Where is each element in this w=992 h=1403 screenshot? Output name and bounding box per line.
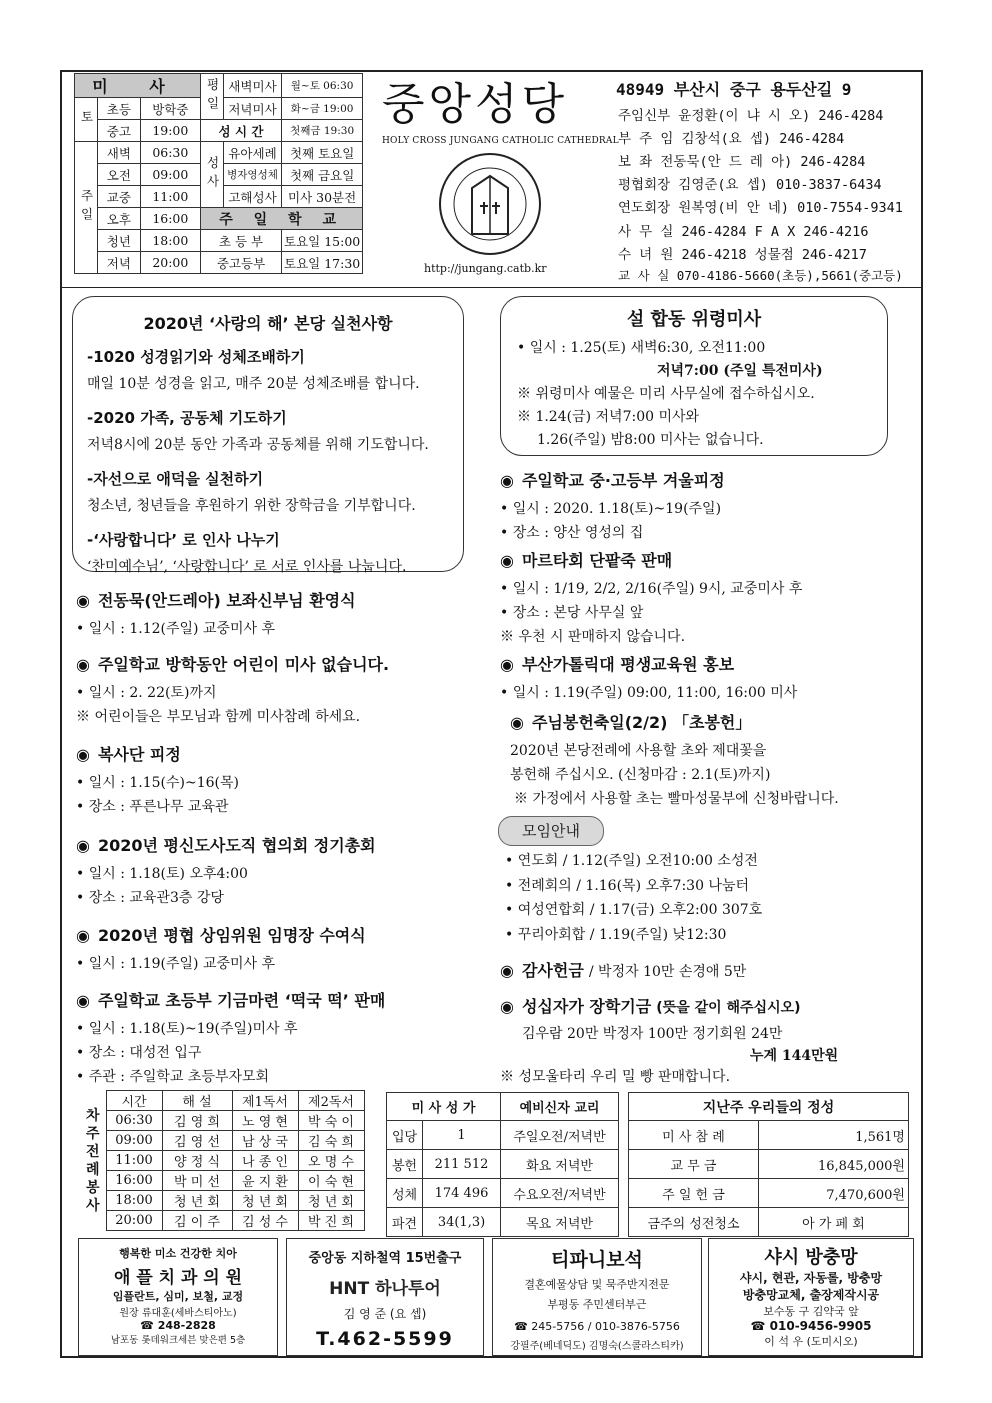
practice-item-head: -1020 성경읽기와 성체조배하기 — [87, 348, 305, 366]
confession-time: 첫째금 19:30 — [282, 120, 363, 142]
announcement-line: • 일시 : 1.18(토) 오후4:00 — [76, 866, 248, 882]
practice-item-head: -‘사랑합니다’ 로 인사 나누기 — [87, 531, 280, 549]
duty-cell: 남 상 국 — [232, 1131, 298, 1151]
header-divider — [60, 287, 923, 288]
bullet-icon: ◉ — [76, 745, 90, 764]
ad-text: 남포동 롯데워크세븐 맞은편 5층 — [110, 1335, 246, 1346]
ad-text: ☎ 245-5756 / 010-3876-5756 — [514, 1320, 680, 1333]
announcement — [76, 742, 239, 819]
announcement-title: 부산가톨릭대 평생교육원 홍보 — [521, 655, 735, 674]
announcement-line: 2020년 본당전례에 사용할 초와 제대꽃을 — [510, 743, 767, 759]
ad-jewelry — [492, 1238, 702, 1356]
ad-text: 김 영 준 (요 셉) — [343, 1307, 427, 1321]
sacrament-time: 첫째 토요일 — [282, 142, 363, 164]
church-subtitle: HOLY CROSS JUNGANG CATHOLIC CATHEDRAL — [382, 136, 619, 146]
announcement-line: ※ 가정에서 사용할 초는 빨마성물부에 신청바랍니다. — [514, 791, 839, 807]
church-address: 48949 부산시 중구 용두산길 9 — [616, 80, 852, 99]
bullet-icon: ◉ — [500, 961, 514, 980]
school-name: 중고등부 — [201, 252, 282, 274]
announcement-title: 주일학교 초등부 기금마련 ‘떡국 떡’ 판매 — [97, 991, 386, 1010]
announcement — [76, 988, 385, 1089]
announcement-line: • 일시 : 2020. 1.18(토)~19(주일) — [500, 501, 722, 517]
duty-header: 제1독서 — [232, 1091, 298, 1111]
ad-text: 티파니보석 — [551, 1249, 643, 1271]
contact-line: 교 사 실 070-4186-5660(초등),5661(중고등) — [618, 268, 903, 283]
bullet-icon: ◉ — [500, 655, 514, 674]
practice-item-body: 청소년, 청년들을 후원하기 위한 장학금을 기부합니다. — [87, 498, 416, 514]
duty-cell: 김 영 희 — [162, 1111, 232, 1131]
announcement-title: 복사단 피정 — [97, 745, 181, 764]
ad-text: 강필주(베네딕도) 김명숙(스콜라스티카) — [510, 1341, 684, 1352]
bullet-icon: ◉ — [510, 713, 524, 732]
thanks-text: / 박정자 10만 손경애 5만 — [588, 964, 747, 980]
liturgy-cell: 성체 — [387, 1179, 423, 1208]
sacrament-name: 병자영성체 — [224, 164, 282, 186]
ad-text: 원장 류대훈(세바스티아노) — [119, 1308, 237, 1319]
sacrament-name: 유아세례 — [224, 142, 282, 164]
ad-text: 중앙동 지하철역 15번출구 — [308, 1251, 462, 1266]
announcement-title: 전동묵(안드레아) 보좌신부님 환영식 — [97, 591, 356, 610]
confession-label: 성 시 간 — [201, 120, 282, 142]
duty-header: 해 설 — [162, 1091, 232, 1111]
duty-cell: 16:00 — [106, 1171, 162, 1191]
sunday-time: 06:30 — [140, 142, 200, 164]
ad-text: 애 플 치 과 의 원 — [113, 1268, 243, 1288]
liturgy-cell: 1 — [423, 1121, 501, 1150]
announcement-line: • 일시 : 1/19, 2/2, 2/16(주일) 9시, 교중미사 후 — [500, 581, 803, 597]
duty-cell: 11:00 — [106, 1151, 162, 1171]
stats-table — [628, 1092, 909, 1237]
duty-table — [80, 1090, 365, 1231]
newyear-line: ※ 1.24(금) 저녁7:00 미사와 — [517, 409, 700, 425]
newyear-box — [500, 296, 888, 456]
practice-item-body: 매일 10분 성경을 읽고, 매주 20분 성체조배를 합니다. — [87, 376, 420, 392]
announcement — [500, 468, 725, 545]
scholarship-note: (뜻을 같이 해주십시오) — [656, 1000, 801, 1016]
stats-cell: 아 가 페 회 — [759, 1208, 909, 1237]
bullet-icon: ◉ — [76, 991, 90, 1010]
duty-cell: 청 년 회 — [162, 1191, 232, 1211]
newyear-title: 설 합동 위령미사 — [626, 309, 762, 330]
bullet-icon: ◉ — [76, 655, 90, 674]
meeting-line: • 연도회 / 1.12(주일) 오전10:00 소성전 — [505, 853, 758, 869]
saturday-label: 토 — [75, 98, 98, 142]
church-title: 중앙성당 — [382, 79, 569, 130]
announcement-line: • 장소 : 푸른나무 교육관 — [76, 799, 229, 815]
announcement-line: • 일시 : 1.19(주일) 09:00, 11:00, 16:00 미사 — [500, 685, 798, 701]
duty-cell: 김 숙 희 — [298, 1131, 364, 1151]
duty-cell: 이 숙 현 — [298, 1171, 364, 1191]
announcement-title: 마르타회 단팥죽 판매 — [521, 551, 673, 570]
stats-cell: 주 일 헌 금 — [629, 1179, 759, 1208]
practice-item-body: ‘찬미예수님’, ‘사랑합니다’ 로 서로 인사를 나눕니다. — [87, 559, 407, 575]
saturday-name: 중고 — [98, 120, 141, 142]
duty-cell: 청 년 회 — [232, 1191, 298, 1211]
ad-text: ☎ 010-9456-9905 — [750, 1319, 872, 1333]
sunday-label: 주일 — [75, 142, 98, 274]
mass-header: 미 사 — [75, 74, 201, 98]
church-logo-icon — [432, 150, 548, 258]
table-row — [80, 1131, 364, 1151]
staff-line: 부 주 임 김창석(요 셉) 246-4284 — [618, 131, 845, 147]
duty-cell: 박 숙 이 — [298, 1111, 364, 1131]
duty-cell: 박 미 선 — [162, 1171, 232, 1191]
sunday-name: 교중 — [98, 186, 141, 208]
sunday-time: 11:00 — [140, 186, 200, 208]
saturday-time: 방학중 — [140, 98, 200, 120]
announcement-line: • 장소 : 교육관3층 강당 — [76, 890, 224, 906]
duty-header: 제2독서 — [298, 1091, 364, 1111]
announcement-title: 주님봉헌축일(2/2) 「초봉헌」 — [531, 713, 752, 732]
scholarship-total: 누계 144만원 — [750, 1048, 839, 1064]
announcement-line: 봉헌해 주십시오. (신청마감 : 2.1(토)까지) — [510, 767, 771, 783]
sacrament-time: 첫째 금요일 — [282, 164, 363, 186]
duty-header: 시간 — [106, 1091, 162, 1111]
liturgy-cell: 목요 저녁반 — [501, 1208, 619, 1237]
sunday-time: 09:00 — [140, 164, 200, 186]
announcement-title: 2020년 평신도사도직 협의회 정기총회 — [97, 836, 376, 855]
liturgy-cell: 주일오전/저녁반 — [501, 1121, 619, 1150]
ad-text: 방충망교체, 출장제작시공 — [742, 1288, 880, 1302]
table-row — [80, 1191, 364, 1211]
weekday-time: 월~토 06:30 — [282, 74, 363, 98]
newyear-line: ※ 위령미사 예물은 미리 사무실에 접수하십시오. — [517, 386, 815, 402]
mass-schedule-table — [74, 73, 363, 274]
announcement — [510, 710, 839, 811]
stats-title: 지난주 우리들의 정성 — [629, 1093, 909, 1121]
announcement-title: 주일학교 방학동안 어린이 미사 없습니다. — [97, 655, 390, 674]
duty-cell: 나 종 인 — [232, 1151, 298, 1171]
ad-dental — [78, 1238, 278, 1356]
table-row — [387, 1150, 619, 1179]
meetings-list — [505, 849, 762, 947]
announcement-line: • 장소 : 양산 영성의 집 — [500, 525, 644, 541]
ad-text: 보수동 구 김약국 앞 — [763, 1305, 859, 1318]
ad-text: 샤시 방충망 — [764, 1247, 858, 1268]
sunday-name: 오전 — [98, 164, 141, 186]
ad-screen — [708, 1238, 914, 1356]
announcement-title: 주일학교 중·고등부 겨울피정 — [521, 471, 725, 490]
practice-box — [72, 296, 464, 575]
sunday-time: 18:00 — [140, 230, 200, 252]
duty-cell: 김 영 선 — [162, 1131, 232, 1151]
school-time: 토요일 15:00 — [282, 230, 363, 252]
meeting-line: • 여성연합회 / 1.17(금) 오후2:00 307호 — [505, 902, 763, 918]
announcement — [76, 833, 376, 910]
announcement-line: • 일시 : 2. 22(토)까지 — [76, 685, 217, 701]
duty-cell: 박 진 희 — [298, 1211, 364, 1231]
liturgy-cell: 수요오전/저녁반 — [501, 1179, 619, 1208]
announcement-line: • 일시 : 1.15(수)~16(목) — [76, 775, 239, 791]
school-time: 토요일 17:30 — [282, 252, 363, 274]
church-url: http://jungang.catb.kr — [424, 262, 547, 275]
announcement-line: • 주관 : 주일학교 초등부자모회 — [76, 1069, 270, 1085]
duty-cell: 06:30 — [106, 1111, 162, 1131]
announcement-line: ※ 우천 시 판매하지 않습니다. — [500, 629, 686, 645]
duty-cell: 윤 지 환 — [232, 1171, 298, 1191]
stats-cell: 미 사 참 례 — [629, 1121, 759, 1150]
ad-text: 부평동 주민센터부근 — [547, 1298, 647, 1311]
liturgy-header: 미 사 성 가 — [387, 1093, 501, 1121]
announcement — [76, 923, 366, 976]
table-row — [80, 1111, 364, 1131]
ad-text: 샤시, 현관, 자동롤, 방충망 — [739, 1271, 883, 1285]
table-row — [629, 1121, 909, 1150]
staff-line: 보 좌 전동묵(안 드 레 아) 246-4284 — [618, 154, 866, 170]
scholarship-section — [500, 994, 838, 1065]
newyear-line: 1.26(주일) 밤8:00 미사는 없습니다. — [537, 432, 764, 448]
sacrament-name: 고해성사 — [224, 186, 282, 208]
table-row — [629, 1150, 909, 1179]
practice-item-body: 저녁8시에 20분 동안 가족과 공동체를 위해 기도합니다. — [87, 437, 429, 453]
practice-title: 2020년 ‘사랑의 해’ 본당 실천사항 — [143, 314, 393, 333]
staff-line: 주임신부 윤정환(이 냐 시 오) 246-4284 — [618, 108, 884, 124]
sunday-name: 청년 — [98, 230, 141, 252]
sunday-name: 새벽 — [98, 142, 141, 164]
duty-side-label: 차주전례봉사 — [85, 1107, 100, 1214]
duty-cell: 오 명 수 — [298, 1151, 364, 1171]
scholarship-title: 성십자가 장학기금 — [521, 997, 652, 1016]
thanks-section — [500, 958, 746, 981]
bread-notice: ※ 성모울타리 우리 밀 빵 판매합니다. — [500, 1069, 731, 1085]
weekday-label: 평일 — [201, 74, 224, 120]
liturgy-cell: 화요 저녁반 — [501, 1150, 619, 1179]
bullet-icon: ◉ — [500, 997, 514, 1016]
table-row — [80, 1211, 364, 1231]
announcement-line: ※ 어린이들은 부모님과 함께 미사참례 하세요. — [76, 709, 361, 725]
school-name: 초 등 부 — [201, 230, 282, 252]
newyear-line: • 일시 : 1.25(토) 새벽6:30, 오전11:00 — [517, 340, 766, 356]
contact-line: 수 녀 원 246-4218 성물점 246-4217 — [618, 247, 867, 263]
table-row — [80, 1171, 364, 1191]
announcement — [500, 548, 802, 649]
sacrament-time: 미사 30분전 — [282, 186, 363, 208]
contact-line: 사 무 실 246-4284 F A X 246-4216 — [618, 224, 869, 240]
bullet-icon: ◉ — [500, 471, 514, 490]
table-row — [629, 1208, 909, 1237]
sunday-name: 저녁 — [98, 252, 141, 274]
table-row — [387, 1121, 619, 1150]
duty-cell: 노 영 현 — [232, 1111, 298, 1131]
bullet-icon: ◉ — [76, 836, 90, 855]
duty-cell: 09:00 — [106, 1131, 162, 1151]
liturgy-cell: 34(1,3) — [423, 1208, 501, 1237]
scholarship-line: 김우람 20만 박정자 100만 정기회원 24만 — [522, 1026, 783, 1042]
duty-cell: 김 이 주 — [162, 1211, 232, 1231]
table-row — [629, 1179, 909, 1208]
announcement-line: • 일시 : 1.18(토)~19(주일)미사 후 — [76, 1021, 298, 1037]
announcement-line: • 장소 : 대성전 입구 — [76, 1045, 202, 1061]
ad-text: ☎ 248-2828 — [140, 1319, 216, 1332]
ad-text: 임플란트, 심미, 보철, 교정 — [112, 1290, 244, 1303]
liturgy-cell: 211 512 — [423, 1150, 501, 1179]
practice-item-head: -2020 가족, 공동체 기도하기 — [87, 409, 287, 427]
bullet-icon: ◉ — [500, 551, 514, 570]
stats-cell: 1,561명 — [759, 1121, 909, 1150]
bullet-icon: ◉ — [76, 591, 90, 610]
weekday-name: 저녁미사 — [224, 98, 282, 120]
stats-cell: 교 무 금 — [629, 1150, 759, 1179]
meeting-line: • 꾸리아회합 / 1.19(주일) 낮12:30 — [505, 926, 727, 943]
meetings-label: 모임안내 — [498, 816, 604, 846]
announcement-line: • 일시 : 1.12(주일) 교중미사 후 — [76, 621, 276, 637]
sacrament-label: 성사 — [201, 142, 224, 208]
announcement — [76, 652, 389, 729]
table-row — [387, 1179, 619, 1208]
ad-text: T.462-5599 — [316, 1328, 454, 1350]
announcement — [76, 588, 356, 641]
stats-cell: 금주의 성전청소 — [629, 1208, 759, 1237]
weekday-name: 새벽미사 — [224, 74, 282, 98]
sunday-time: 16:00 — [140, 208, 200, 230]
liturgy-cell: 봉헌 — [387, 1150, 423, 1179]
liturgy-cell: 174 496 — [423, 1179, 501, 1208]
ad-text: 행복한 미소 건강한 치아 — [119, 1247, 237, 1260]
duty-cell: 김 성 수 — [232, 1211, 298, 1231]
stats-cell: 7,470,600원 — [759, 1179, 909, 1208]
practice-item-head: -자선으로 애덕을 실천하기 — [87, 470, 264, 488]
ad-text: 결혼예물상담 및 묵주반지전문 — [524, 1278, 670, 1291]
sunday-time: 20:00 — [140, 252, 200, 274]
duty-cell: 18:00 — [106, 1191, 162, 1211]
staff-list — [618, 104, 903, 219]
stats-cell: 16,845,000원 — [759, 1150, 909, 1179]
weekday-time: 화~금 19:00 — [282, 98, 363, 120]
sunday-name: 오후 — [98, 208, 141, 230]
liturgy-cell: 파견 — [387, 1208, 423, 1237]
table-row — [387, 1208, 619, 1237]
liturgy-cell: 입당 — [387, 1121, 423, 1150]
bullet-icon: ◉ — [76, 926, 90, 945]
duty-cell: 청 년 회 — [298, 1191, 364, 1211]
meeting-line: • 전례회의 / 1.16(목) 오후7:30 나눔터 — [505, 877, 749, 894]
ad-text: HNT 하나투어 — [329, 1279, 441, 1299]
saturday-time: 19:00 — [140, 120, 200, 142]
liturgy-table — [386, 1092, 619, 1237]
staff-line: 연도회장 원복영(비 안 네) 010-7554-9341 — [618, 200, 903, 216]
announcement — [500, 652, 797, 705]
newyear-line: 저녁7:00 (주일 특전미사) — [657, 363, 823, 379]
announcement-title: 2020년 평협 상임위원 임명장 수여식 — [97, 926, 366, 945]
liturgy-header: 예비신자 교리 — [501, 1093, 619, 1121]
staff-line: 평협회장 김영준(요 셉) 010-3837-6434 — [618, 177, 882, 193]
announcement-line: • 장소 : 본당 사무실 앞 — [500, 605, 644, 621]
contact-list — [618, 220, 903, 289]
announcement-line: • 일시 : 1.19(주일) 교중미사 후 — [76, 956, 276, 972]
school-header: 주 일 학 교 — [201, 208, 363, 230]
saturday-name: 초등 — [98, 98, 141, 120]
duty-cell: 20:00 — [106, 1211, 162, 1231]
ad-text: 이 석 우 (도미시오) — [764, 1335, 858, 1348]
thanks-title: 감사헌금 — [521, 961, 584, 980]
duty-cell: 양 정 식 — [162, 1151, 232, 1171]
table-row — [80, 1151, 364, 1171]
ad-travel — [286, 1238, 484, 1356]
